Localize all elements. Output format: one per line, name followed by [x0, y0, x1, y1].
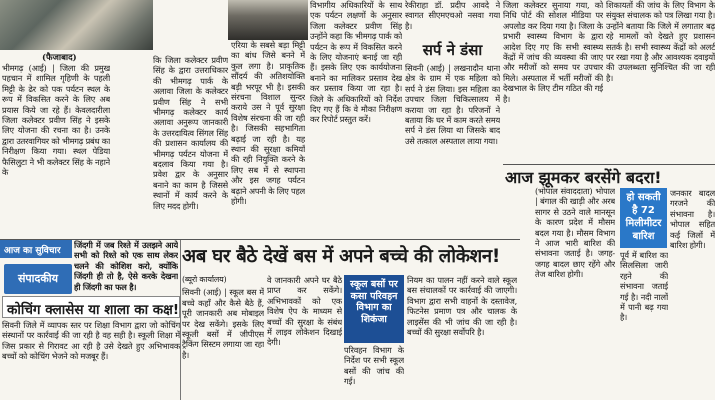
rain-left-text: (भोपाल संवाददाता) भोपाल | बंगाल की खाड़ी और अरब सागर से उठने वाले मानसून के कारण प्रदेश में मौसम बदल गया है। मौसम विभाग ने आज भारी बारिश की संभावना जताई है। जगह-जगह बादल छाए रहेंगे और तेज बारिश होगी।	[535, 186, 615, 280]
news-photo-site	[228, 0, 308, 40]
editorial-headline: कोचिंग क्लासेस या शाला का कक्ष!	[2, 296, 180, 318]
school-bus-box: स्कूल बसों पर कसा परिवहन विभाग का शिकंजा	[344, 275, 404, 343]
news-photo-officials	[0, 0, 153, 50]
rain-right-text: जनकार बादल गरजने की संभावना है। भोपाल सहित कई जिलों में बारिश होगी।	[670, 188, 715, 251]
rain-box-line1: हो सकती	[626, 192, 661, 203]
main-headline: अब घर बैठे देखें बस में अपने बच्चे की लोकेशन!	[182, 246, 500, 267]
editorial-label: संपादकीय	[4, 264, 72, 294]
article-col2: कि जिला कलेक्टर प्रवीण सिंह के द्वारा उत्तराधिकार की भीमगढ़ पार्क के अलावा जिला के कलेक्टर प्रवीण सिंह ने सभी भीमगढ़ कलेक्टर कार्य अलावा अनुरूप जानकारी के उत्तरदायित्व सिंगल सिंह की प्रशासन कार्यालय की भीमगढ़ पर्यटन योजना में बदलाव किया गया है। प्रवेश द्वार के अनुसार बनाने का काम है जिससे स्थानों में कार्य करने के लिए मदद होगी।	[153, 55, 228, 211]
photo-caption: (फैजाबाद)	[42, 53, 77, 63]
rain-box-line2: है 72	[632, 205, 655, 216]
main-story-col2: वे जानकारी अपने घर बैठे प्राप्त कर सकेंगे। अभिभावकों को एक विशेष ऐप के माध्यम से बच्चों की सुरक्षा के संबंध में लाइव लोकेशन दिखाई देगी।	[267, 275, 342, 348]
article-col3: एरिया के सबसे बड़ा मिट्टी का बांध जिसे बनने में कुल लगा है। प्राकृतिक सौंदर्य की अतिशयोक्ति बड़ी भरपूर भी है। इसकी संरचना विशाल सुन्दर कराये उस ने पूर्व सुरक्षा विशेष संरचना की जा रही है। जिसकी सहभागिता बढ़ाई जा रही है। यह स्थान की सुरक्षा कमियाँ की रही नियुक्ति करने के लिए सब में से स्थापना और इस जगह पर्यटन बढ़ाने अपनी के लिए पहल होगी।	[231, 40, 305, 207]
snake-headline: सर्प ने डंसा	[422, 41, 483, 59]
article-col7: शिकायतों की जांच के लिए विभाग के संयुक्त संचालक को पत्र लिखा गया है। उन्होंने बताया कि जिले में लगातार बढ़ रहे मामलों को देखते हुए प्रशासन सतर्क है। सभी स्वास्थ्य केंद्रों को अलर्ट पर रखा गया है और आवश्यक दवाइयों की उपलब्धता सुनिश्चित की जा रही है।	[606, 0, 715, 83]
article-col6: जिला कलेक्टर सुनाया गया, को निधि पोर्ट की सोशल मीडिया पर अपलोड कर दिया गया है। जिला के प्रभारी स्वास्थ्य विभाग के द्वारा आदेश दिए गए कि सभी स्वास्थ्य केंद्रों में जांच की व्यवस्था की जाए और मरीजों को समय पर उपचार मिले। अस्पताल में भर्ती मरीजों की देखभाल के लिए टीम गठित की गई है।	[503, 0, 603, 104]
editorial-text: सिवनी जिले में व्यापक स्तर पर शिक्षा विभाग द्वारा जो कोचिंग संस्थानों पर कार्रवाई की जा रही है वह सही है। स्कूली शिक्षा में जिस प्रकार से गिरावट आ रही है उसे देखते हुए अभिभावक बच्चों को कोचिंग भेजने को मजबूर हैं।	[2, 320, 180, 362]
snake-story-headline-box	[405, 40, 500, 65]
main-story-col4: नियम का पालन नहीं करने वाले स्कूल बस संचालकों पर कार्रवाई की जाएगी। विभाग द्वारा सभी वाहनों के दस्तावेज, फिटनेस प्रमाण पत्र और चालक के लाइसेंस की भी जांच की जा रही है। बच्चों की सुरक्षा सर्वोपरि है।	[407, 275, 517, 338]
rain-story-left	[535, 186, 615, 400]
article-col4: विभागीय अधिकारियों के साथ एक पर्यटन लक्षणों के अनुसार जिला कलेक्टर प्रवीण सिंह उन्होंने कहा कि भीमगढ़ पार्क को पर्यटन के रूप में विकसित करने के लिए योजनाएं बनाई जा रही हैं। इसके लिए एक कार्ययोजना बनाने का मालिकर प्रस्ताव देख कर प्रस्ताव किया जा रहा है। जिले के अधिकारियों को निर्देश दिए गए हैं कि वे मौका निरीक्षण कर रिपोर्ट प्रस्तुत करें।	[310, 0, 402, 125]
thought-text: जिंदगी में जब रिश्ते में उलझने आये सभी को रिश्ते को एक साथ लेकर चलने की कोशिश करो, क्योंकि जिंदगी ही तो है, ऐसे करके देखना ही जिंदगी का फल है।	[74, 240, 178, 292]
rain-box-line4: बारिश	[632, 231, 655, 242]
thought-label: आज का सुविचार	[0, 240, 72, 258]
rain-forecast-box	[620, 188, 667, 248]
divider-vertical	[180, 240, 181, 400]
rain-bottom-text: पूर्व में बारिश का सिलसिला जारी रहने की संभावना जताई गई है। नदी नालों में पानी बढ़ गया है।	[620, 250, 668, 323]
main-col1-text: सिवनी (आई) | स्कूल बस में बच्चे कहाँ और कैसे बैठे हैं, पूरी जानकारी अब मोबाइल पर देख सकेंगे। इसके लिए स्कूली बसों में जीपीएस ट्रैकिंग सिस्टम लगाया जा रहा है।	[182, 287, 264, 360]
snake-story-text: सिवनी (आई) | लखनादौन थाना क्षेत्र के ग्राम में एक महिला को सर्प ने डंस लिया। इस महिला का उपचार जिला चिकित्सालय में कराया जा रहा है। परिजनों ने बताया कि घर में काम करते समय सर्प ने डंस लिया था जिसके बाद उसे तत्काल अस्पताल लाया गया।	[405, 63, 500, 146]
main-story-col1	[182, 275, 264, 400]
article-col5: रेकीराहा डॉ. प्रदीप आवदे ने स्वागत सीएमएचओ नसवा गया है।	[405, 0, 500, 31]
rain-box-line3: मिलीमीटर	[625, 218, 662, 229]
main-story-col3: परिवहन विभाग के निर्देश पर सभी स्कूल बसों की जांच की गई।	[344, 345, 404, 387]
main-byline: (ब्यूरो कार्यालय)	[182, 275, 227, 284]
divider-rain	[503, 164, 715, 165]
article-col1: भीमगढ़ (आई) | जिला की प्रमुख पहचान में शामिल गृहिणी के पहली मिट्टी के ढेर को पक पर्यटन स्थल के रूप में विकसित करने के लिए अब प्रयास किये जा रहे हैं। केवलदारीला जिला कलेक्टर प्रवीण सिंह ने इसके लिए योजना की रचना का है। उनके द्वारा उतरवागियर को भीमगढ़ प्रबंध का निरीक्षण किया गया। स्थल पेडिया फैसिलुटा ने भी कलेक्टर सिंह के नहाने के	[2, 63, 110, 178]
rain-headline: आज झूमकर बरसेंगे बदरा!	[505, 168, 662, 187]
